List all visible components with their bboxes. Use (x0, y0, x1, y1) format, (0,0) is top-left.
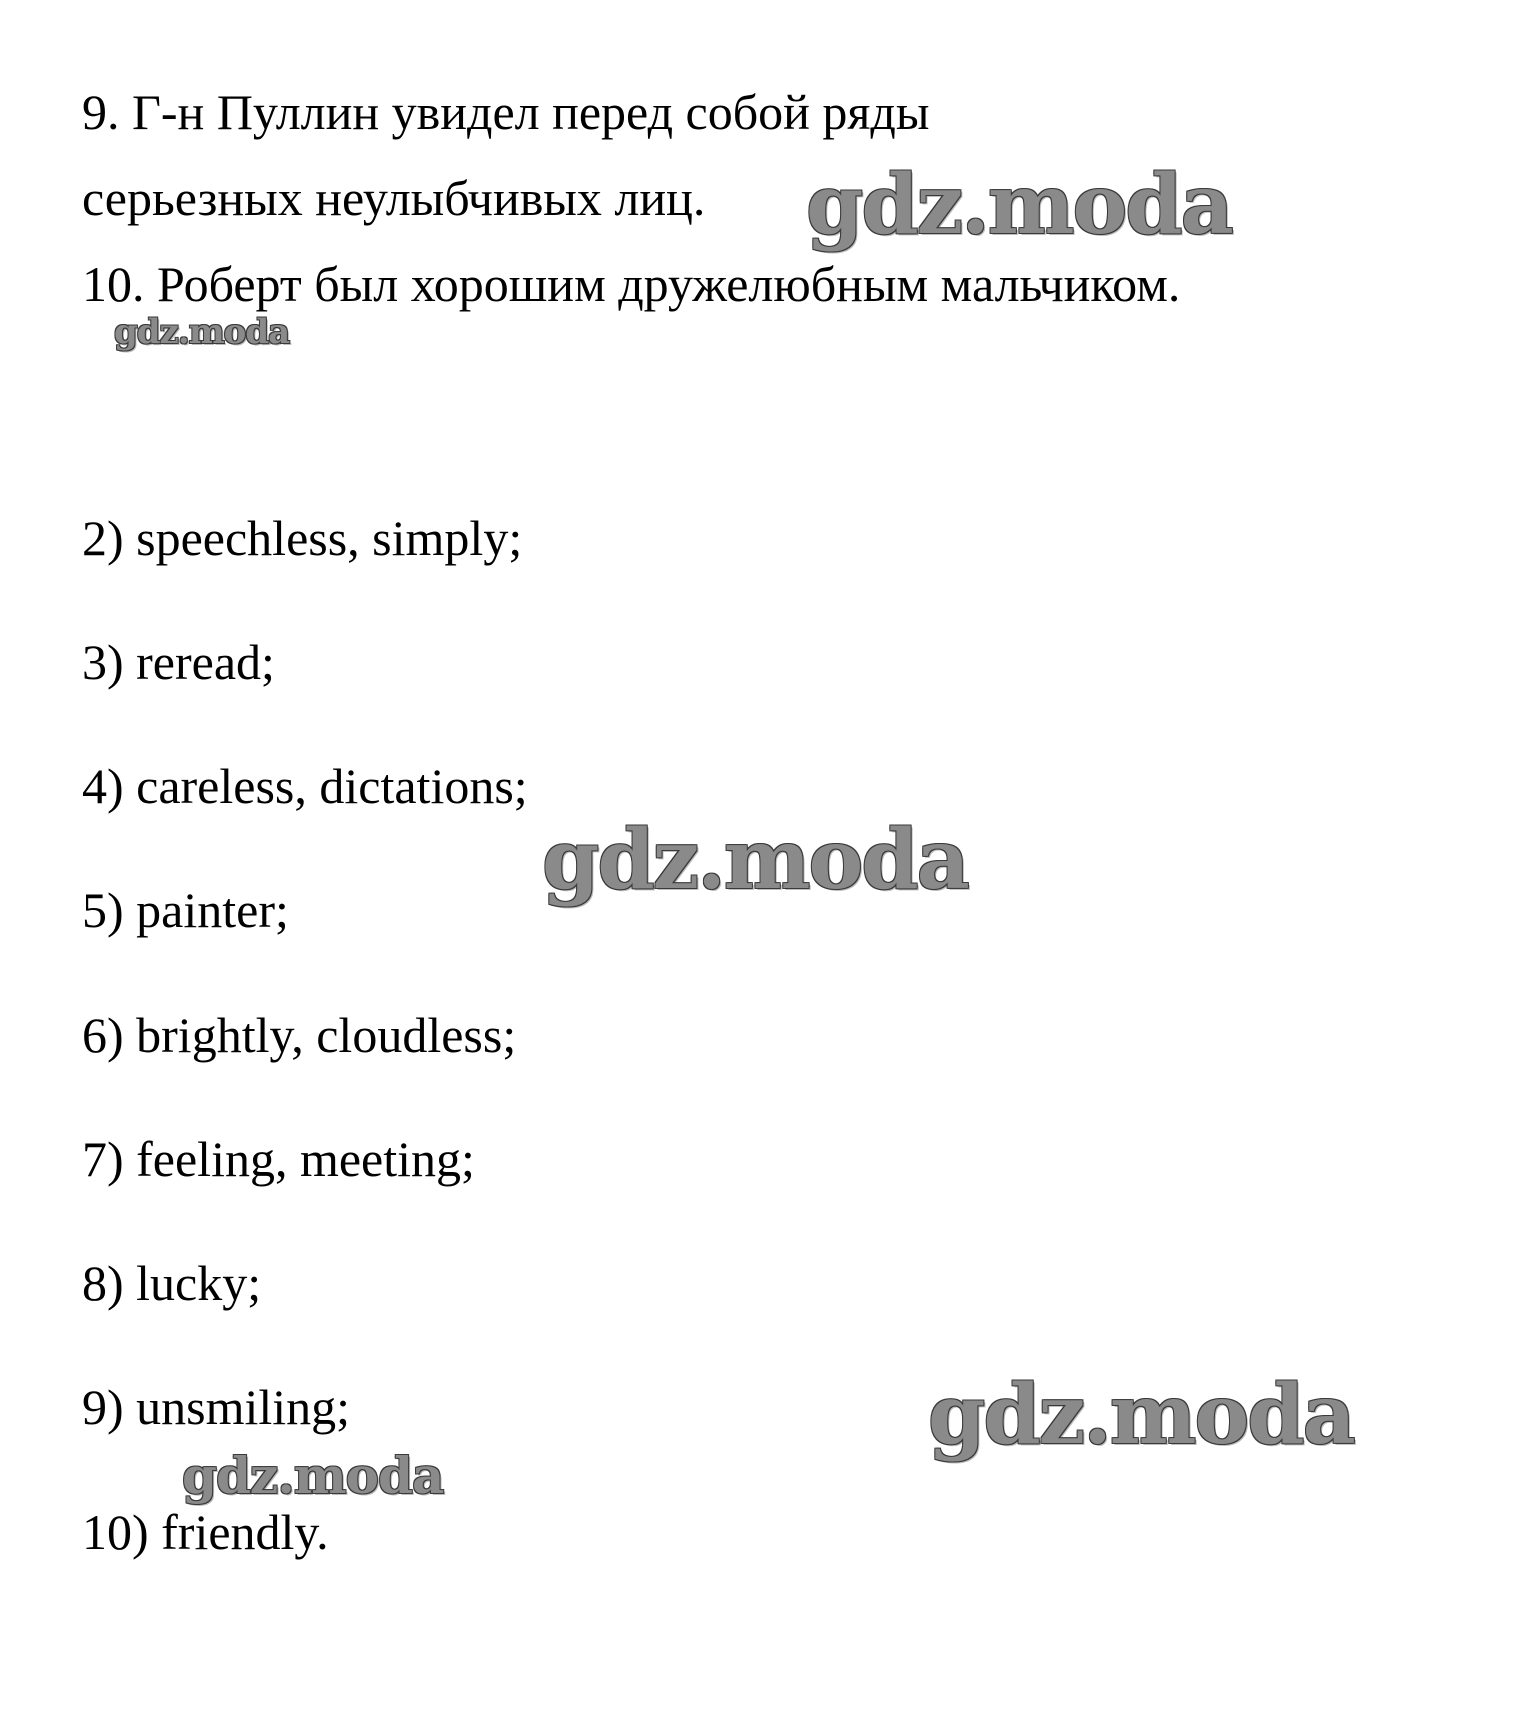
answer-item-4: 4) careless, dictations; (82, 758, 528, 814)
translation-item-9-line-1: 9. Г-н Пуллин увидел перед собой ряды (82, 84, 930, 140)
watermark-logo: gdz.moda (928, 1367, 1354, 1463)
answer-item-5: 5) painter; (82, 882, 289, 938)
answer-item-2: 2) speechless, simply; (82, 510, 523, 566)
answer-item-3: 3) reread; (82, 634, 275, 690)
watermark-logo: gdz.moda (114, 312, 290, 352)
answer-item-6: 6) brightly, cloudless; (82, 1007, 517, 1063)
answer-item-8: 8) lucky; (82, 1255, 262, 1311)
watermark-logo: gdz.moda (542, 812, 968, 908)
answer-item-9: 9) unsmiling; (82, 1379, 351, 1435)
translation-item-9-line-2: серьезных неулыбчивых лиц. (82, 170, 706, 226)
watermark-logo: gdz.moda (182, 1446, 444, 1505)
answer-item-10: 10) friendly. (82, 1504, 329, 1560)
watermark-logo: gdz.moda (806, 157, 1232, 253)
answer-item-7: 7) feeling, meeting; (82, 1131, 475, 1187)
translation-item-10: 10. Роберт был хорошим дружелюбным мальчиком. (82, 256, 1181, 312)
